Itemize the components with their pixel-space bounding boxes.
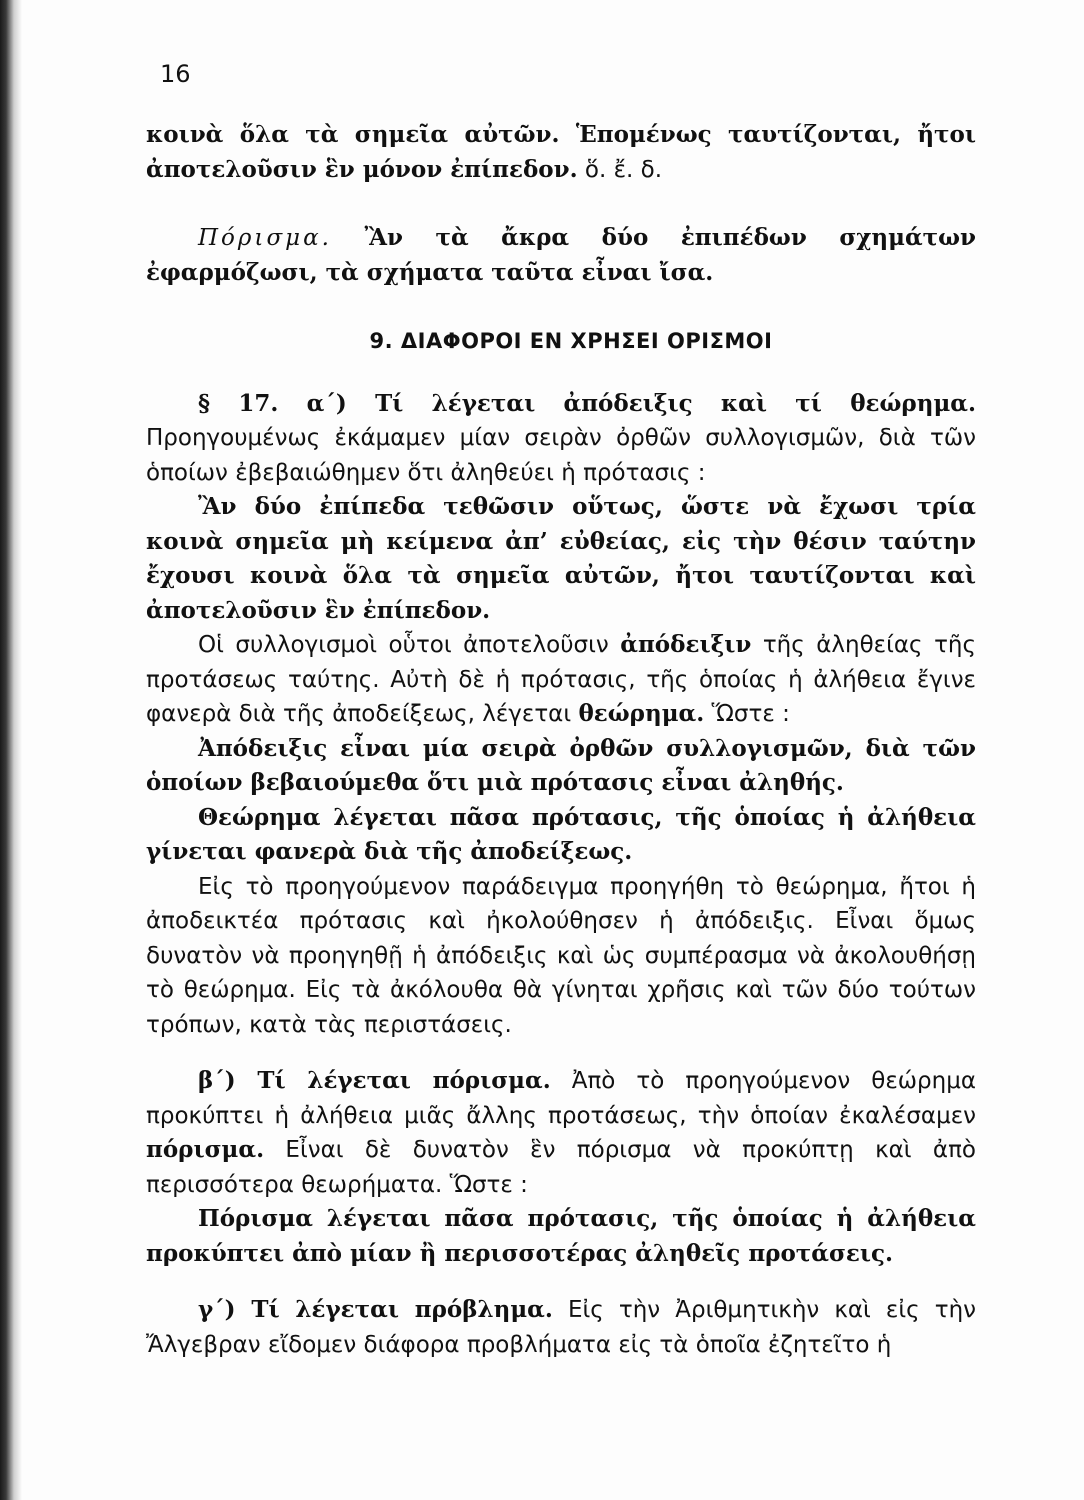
term-proof: ἀπόδειξιν	[620, 631, 752, 658]
text-run: Οἱ συλλογισμοὶ οὗτοι ἀποτελοῦσιν	[198, 632, 621, 658]
text-run: τῆς ἀληθείας τῆς προτάσεως ταύτης. Αὐτὴ δὲ ἡ πρότασις, τῆς ὁποίας ἡ ἀλήθεια ἔγινε φανερὰ διὰ τῆς ἀποδείξεως, λέγεται	[146, 632, 976, 727]
text-run: Εἰς τὴν Ἀριθμητικὴν καὶ εἰς τὴν Ἄλγεβραν εἴδομεν διάφορα προβλήματα εἰς τὰ ὁποῖα ἐζητεῖτο ἡ	[146, 1297, 977, 1358]
paragraph-example: Εἰς τὸ προηγούμενον παράδειγμα προηγήθη τὸ θεώρημα, ἤτοι ἡ ἀποδεικτέα πρότασις καὶ ἠκολούθησεν ἡ ἀπόδειξις. Εἶναι ὅμως δυνατὸν νὰ προηγηθῇ ἡ ἀπόδειξις καὶ ὡς συμπέρασμα νὰ ἀκολουθήσῃ τὸ θεώρημα. Εἰς τὰ ἀκόλουθα θὰ γίνηται χρῆσις καὶ τῶν δύο τούτων τρόπων, κατὰ τὰς περιστάσεις.	[146, 873, 976, 1038]
text-run: Ἀπὸ τὸ προηγούμενον θεώρημα προκύπτει ἡ ἀλήθεια μιᾶς ἄλλης προτάσεως, τὴν ὁποίαν ἐκαλέσαμεν	[146, 1068, 976, 1129]
term-theorem: θεώρημα.	[578, 700, 705, 727]
section-17b-title: β΄) Τί λέγεται πόρισμα.	[198, 1067, 551, 1094]
paragraph-17c	[146, 1293, 976, 1362]
body-text	[146, 118, 976, 1362]
section-17a-title: § 17. α΄) Τί λέγεται ἀπόδειξις καὶ τί θεώρημα.	[198, 389, 976, 417]
term-corollary: πόρισμα.	[146, 1136, 265, 1163]
section-heading: 9. ΔΙΑΦΟΡΟΙ ΕΝ ΧΡΗΣΕΙ ΟΡΙΣΜΟΙ	[369, 329, 773, 353]
paragraph-proof	[146, 628, 976, 732]
corollary-text: Ἂν τὰ ἄκρα δύο ἐπιπέδων σχημάτων ἐφαρμόζωσι, τὰ σχήματα ταῦτα εἶναι ἴσα.	[146, 224, 976, 286]
section-17c-title: γ΄) Τί λέγεται πρόβλημα.	[198, 1296, 553, 1323]
corollary-paragraph	[146, 221, 976, 290]
page-number: 16	[160, 60, 191, 88]
proposition-statement: Ἂν δύο ἐπίπεδα τεθῶσιν οὕτως, ὥστε νὰ ἔχωσι τρία κοινὰ σημεῖα μὴ κείμενα ἀπ’ εὐθείας, εἰς τὴν θέσιν ταύτην ἔχουσι κοινὰ ὅλα τὰ σημεῖα αὐτῶν, ἤτοι ταυτίζονται καὶ ἀποτελοῦσιν ἓν ἐπίπεδον.	[146, 493, 976, 624]
bold-text: κοινὰ ὅλα τὰ σημεῖα αὐτῶν. Ἑπομένως ταυτίζονται, ἤτοι ἀποτελοῦσιν ἓν μόνον ἐπίπεδον.	[146, 121, 976, 183]
page-binding-shadow	[0, 0, 22, 1500]
paragraph-1	[146, 118, 976, 187]
section-17a-text: Προηγουμένως ἐκάμαμεν μίαν σειρὰν ὀρθῶν συλλογισμῶν, διὰ τῶν ὁποίων ἐβεβαιώθημεν ὅτι ἀληθεύει ἡ πρότασις :	[146, 425, 976, 486]
text-run: Ὥστε :	[704, 701, 790, 727]
definition-theorem: Θεώρημα λέγεται πᾶσα πρότασις, τῆς ὁποίας ἡ ἀλήθεια γίνεται φανερὰ διὰ τῆς ἀποδείξεως.	[146, 803, 976, 865]
text-run: Εἶναι δὲ δυνατὸν ἓν πόρισμα νὰ προκύπτῃ καὶ ἀπὸ περισσότερα θεωρήματα. Ὥστε :	[146, 1137, 976, 1198]
corollary-label: Πόρισμα.	[198, 225, 332, 251]
definition-corollary: Πόρισμα λέγεται πᾶσα πρότασις, τῆς ὁποίας ἡ ἀλήθεια προκύπτει ἀπὸ μίαν ἢ περισσοτέρας ἀληθεῖς προτάσεις.	[146, 1205, 976, 1267]
qed-mark: ὅ. ἔ. δ.	[577, 156, 663, 183]
definition-proof: Ἀπόδειξις εἶναι μία σειρὰ ὀρθῶν συλλογισμῶν, διὰ τῶν ὁποίων βεβαιούμεθα ὅτι μιὰ πρότασις εἶναι ἀληθής.	[146, 734, 976, 796]
paragraph-17a	[146, 387, 976, 491]
paragraph-17b	[146, 1064, 976, 1202]
